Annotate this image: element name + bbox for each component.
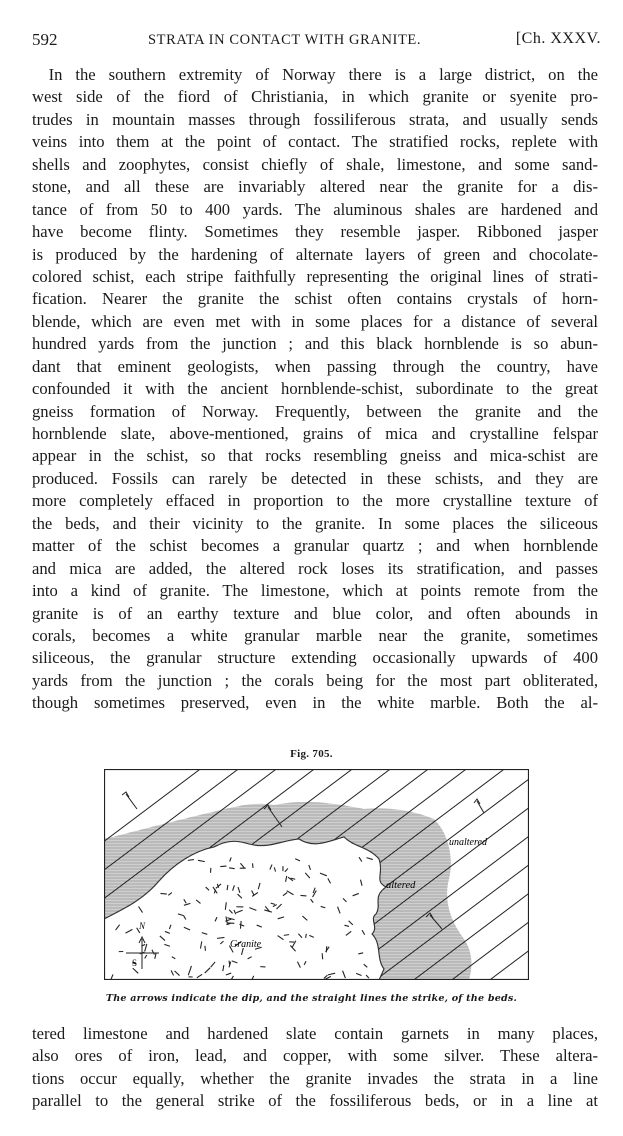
- text-line: tance of from 50 to 400 yards. The aluminous shales are hardened and: [32, 199, 598, 219]
- chapter-reference: [Ch. XXXV.: [515, 30, 601, 47]
- crystal-mark: [227, 885, 228, 890]
- text-line: and mica are added, the altered rock loses its stratification, and passes: [32, 558, 598, 578]
- crystal-mark: [188, 860, 194, 861]
- crystal-mark: [322, 953, 323, 959]
- text-line: blende, which are even met with in some places for a distance of several: [32, 311, 598, 331]
- granite-label: Granite: [230, 939, 262, 950]
- figure-label: Fig. 705.: [290, 748, 333, 760]
- text-line: parallel to the general strike of the fossiliferous beds, or in a line at: [32, 1091, 598, 1111]
- compass-south-label: S: [132, 958, 138, 968]
- crystal-mark: [240, 921, 241, 929]
- paragraph-continued: [32, 1023, 598, 1113]
- text-line: dant that eminent geologists, when passing through the country, have: [32, 356, 598, 376]
- text-line: is produced by the hardening of alternate layers of green and chocolate-: [32, 244, 598, 264]
- text-line: In the southern extremity of Norway there is a large district, on the: [32, 65, 598, 84]
- text-line: stone, and all these are invariably altered near the granite for a dis-: [32, 177, 598, 197]
- crystal-mark: [220, 866, 226, 867]
- page-header: [32, 30, 601, 52]
- geologic-map-diagram: [104, 769, 529, 980]
- running-title: STRATA IN CONTACT WITH GRANITE.: [148, 32, 422, 48]
- text-line: also ores of iron, lead, and copper, with some silver. These altera-: [32, 1046, 598, 1066]
- text-line: though sometimes preserved, even in the white marble. Both the al-: [32, 693, 598, 713]
- text-line: matter of the schist becomes a granular quartz ; and when hornblende: [32, 536, 598, 556]
- text-line: hundred yards from the junction ; and this black hornblende is so abun-: [32, 334, 598, 354]
- text-line: more completely effaced in proportion to the more crystalline texture of: [32, 491, 598, 511]
- text-line: into a kind of granite. The limestone, which at points remote from the: [32, 581, 598, 601]
- altered-label: altered: [386, 880, 416, 891]
- crystal-mark: [300, 895, 306, 896]
- text-line: trudes in mountain masses through fossiliferous strata, and usually sends: [32, 109, 598, 129]
- text-line: hornblende slate, above-mentioned, grains of mica and crystalline felspar: [32, 424, 598, 443]
- figure-705: [104, 769, 529, 980]
- text-line: yards from the junction ; the corals being for the most part obliterated,: [32, 670, 598, 690]
- paragraph-main: [32, 64, 598, 715]
- text-line: tions occur equally, whether the granite invades the strata in a line: [32, 1068, 598, 1088]
- text-line: corals, becomes a white granular marble near the granite, sometimes: [32, 625, 598, 645]
- text-line: fication. Nearer the granite the schist often contains crystals of horn-: [32, 289, 598, 309]
- compass-north-label: N: [139, 921, 146, 931]
- text-line: west side of the fiord of Christiania, in which granite or syenite pro-: [32, 87, 598, 107]
- crystal-mark: [252, 863, 253, 868]
- text-line: produced. Fossils can rarely be detected in these schists, and they are: [32, 468, 598, 488]
- text-line: tered limestone and hardened slate contain garnets in many places,: [32, 1024, 598, 1043]
- text-line: confounded it with the ancient hornblende-schist, subordinate to the great: [32, 379, 598, 399]
- text-line: granite is of an earthy texture and blue color, and often abounds in: [32, 603, 598, 623]
- page-number: 592: [32, 30, 58, 49]
- text-line: gneiss formation of Norway. Frequently, between the granite and the: [32, 401, 598, 421]
- crystal-mark: [229, 961, 230, 965]
- crystal-mark: [160, 893, 166, 894]
- text-line: colored schist, each stripe faithfully representing the original lines of strati-: [32, 266, 598, 286]
- crystal-mark: [205, 946, 206, 951]
- crystal-mark: [284, 935, 289, 936]
- text-line: the beds, and their vicinity to the granite. In some places the siliceous: [32, 513, 598, 533]
- unaltered-label: unaltered: [449, 837, 487, 848]
- figure-caption: The arrows indicate the dip, and the straight lines the strike, of the beds.: [105, 993, 518, 1004]
- text-line: appear in the schist, so that rocks resembling gneiss and mica-schist are: [32, 446, 598, 466]
- text-line: veins into them at the point of contact. The stratified rocks, replete with: [32, 132, 598, 152]
- crystal-mark: [306, 934, 307, 938]
- text-line: shells and zoophytes, consist chiefly of shale, limestone, and some sand-: [32, 154, 598, 174]
- text-line: siliceous, the granular structure extending occasionally upwards of 400: [32, 648, 598, 668]
- text-line: have become flinty. Sometimes they resemble jasper. Ribboned jasper: [32, 222, 598, 242]
